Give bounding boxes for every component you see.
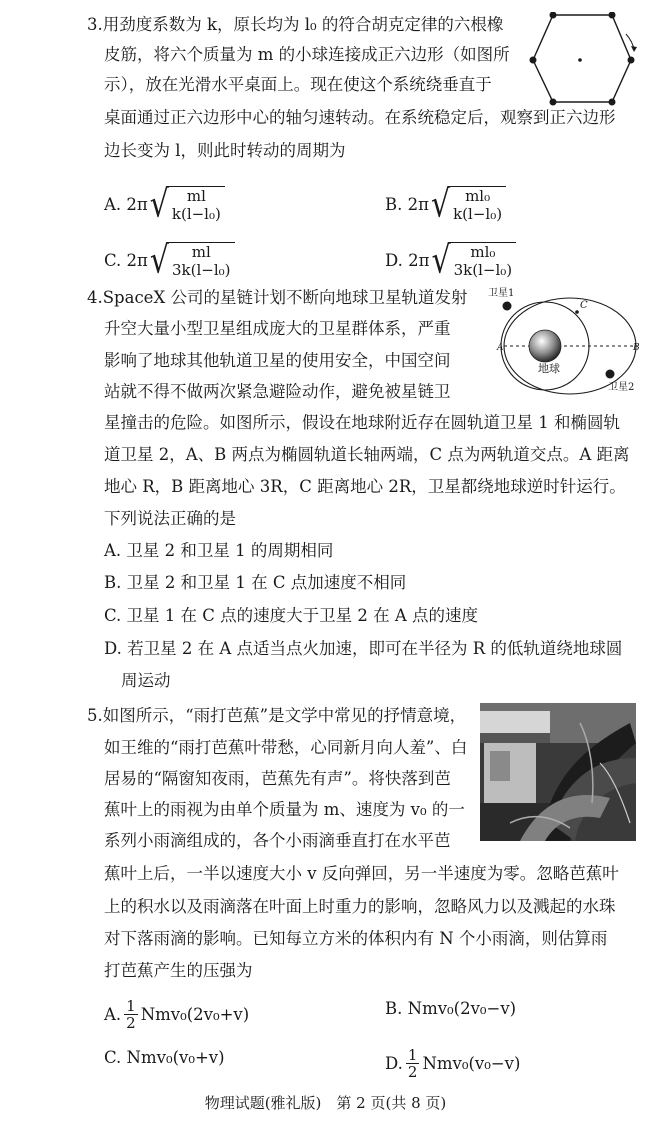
orbit-figure xyxy=(488,284,648,404)
q5-line-8: 对下落雨滴的影响。已知每立方米的体积内有 N 个小雨滴，则估算雨 xyxy=(104,929,608,948)
q3-option-d[interactable] xyxy=(385,238,516,282)
satellite-2 xyxy=(606,370,615,379)
q5-line-3: 居易的“隔窗知夜雨，芭蕉先有声”。将快落到芭 xyxy=(104,769,451,788)
q3-line-5: 边长变为 l，则此时转动的周期为 xyxy=(104,141,346,160)
fraction-half xyxy=(124,998,138,1031)
q4-line-1: 4.SpaceX 公司的星链计划不断向地球卫星轨道发射 xyxy=(87,288,468,307)
expression: Nmv₀(v₀+v) xyxy=(126,1048,225,1067)
q4-option-a[interactable]: A. 卫星 2 和卫星 1 的周期相同 xyxy=(104,541,334,560)
numerator: 1 xyxy=(407,1046,418,1064)
expression: Nmv₀(2v₀−v) xyxy=(407,999,517,1018)
q3-line-2: 皮筋，将六个质量为 m 的小球连接成正六边形（如图所 xyxy=(104,45,510,64)
fraction-half xyxy=(406,1047,420,1080)
sqrt-expression: √ k(l−l₀) ml xyxy=(150,186,225,223)
q4-option-c[interactable]: C. 卫星 1 在 C 点的速度大于卫星 2 在 A 点的速度 xyxy=(104,606,479,625)
point-c-label: C xyxy=(580,300,588,311)
sat1-label: 卫星1 xyxy=(488,288,515,299)
option-label: A. 2π xyxy=(104,194,148,214)
q4-line-4: 站就不得不做两次紧急避险动作，避免被星链卫 xyxy=(104,382,451,401)
q4-line-2: 升空大量小型卫星组成庞大的卫星群体系，严重 xyxy=(104,319,451,338)
option-label: B. 2π xyxy=(385,194,429,214)
q5-line-2: 如王维的“雨打芭蕉叶带愁，心同新月向人羞”、白 xyxy=(104,738,468,757)
q3-line-4: 桌面通过正六边形中心的轴匀速转动。在系统稳定后，观察到正六边形 xyxy=(104,108,616,127)
banana-leaf-photo xyxy=(480,703,636,841)
earth xyxy=(529,330,561,362)
q3-option-b[interactable] xyxy=(385,182,506,226)
numerator: ml₀ xyxy=(470,243,496,261)
q5-option-b[interactable] xyxy=(385,998,516,1020)
q5-line-5: 系列小雨滴组成的，各个小雨滴垂直打在水平芭 xyxy=(104,831,451,850)
option-label: D. 2π xyxy=(385,250,430,270)
numerator: ml xyxy=(186,187,206,205)
q4-line-5: 星撞击的危险。如图所示，假设在地球附近存在圆轨道卫星 1 和椭圆轨 xyxy=(104,413,620,432)
expression: Nmv₀(v₀−v) xyxy=(422,1053,521,1073)
sqrt-expression: √ 3k(l−l₀) ml xyxy=(150,242,235,279)
q5-option-c[interactable] xyxy=(104,1047,225,1069)
q5-line-4: 蕉叶上的雨视为由单个质量为 m、速度为 v₀ 的一 xyxy=(104,800,465,819)
numerator: ml₀ xyxy=(465,187,491,205)
sqrt-expression: √ k(l−l₀) ml₀ xyxy=(431,186,506,223)
denominator: k(l−l₀) xyxy=(171,205,221,223)
q3-line-1: 3.用劲度系数为 k，原长均为 l₀ 的符合胡克定律的六根橡 xyxy=(87,15,504,34)
q5-line-6: 蕉叶上后，一半以速度大小 v 反向弹回，另一半速度为零。忽略芭蕉叶 xyxy=(104,864,619,883)
sqrt-expression: √ 3k(l−l₀) ml₀ xyxy=(431,242,516,279)
denominator: 2 xyxy=(407,1063,418,1081)
q5-line-1: 5.如图所示，“雨打芭蕉”是文学中常见的抒情意境， xyxy=(87,706,467,725)
expression: Nmv₀(2v₀+v) xyxy=(140,1004,250,1024)
denominator: 3k(l−l₀) xyxy=(453,261,513,279)
page-footer: 物理试题(雅礼版) 第 2 页(共 8 页) xyxy=(204,1094,447,1112)
q3-option-a[interactable] xyxy=(104,182,225,226)
denominator: 3k(l−l₀) xyxy=(172,261,231,279)
q4-line-8: 下列说法正确的是 xyxy=(104,509,236,528)
denominator: 2 xyxy=(126,1014,136,1032)
earth-label: 地球 xyxy=(538,362,560,375)
q5-line-9: 打芭蕉产生的压强为 xyxy=(104,961,253,980)
point-a-label: A xyxy=(497,343,504,353)
q4-option-b[interactable]: B. 卫星 2 和卫星 1 在 C 点加速度不相同 xyxy=(104,573,407,592)
q5-line-7: 上的积水以及雨滴落在叶面上时重力的影响，忽略风力以及溅起的水珠 xyxy=(104,897,616,916)
denominator: k(l−l₀) xyxy=(453,205,503,223)
option-label: C. 2π xyxy=(104,250,148,270)
hexagon-figure xyxy=(515,12,645,107)
numerator: 1 xyxy=(126,997,136,1015)
q4-option-d-cont: 周运动 xyxy=(121,671,171,690)
q5-option-a[interactable] xyxy=(104,998,249,1031)
q4-line-7: 地心 R，B 距离地心 3R，C 距离地心 2R，卫星都绕地球逆时针运行。 xyxy=(104,477,626,496)
satellite-1 xyxy=(503,302,512,311)
q4-line-3: 影响了地球其他轨道卫星的使用安全，中国空间 xyxy=(104,351,451,370)
q4-option-d[interactable]: D. 若卫星 2 在 A 点适当点火加速，即可在半径为 R 的低轨道绕地球圆 xyxy=(104,639,623,658)
numerator: ml xyxy=(191,243,211,261)
sat2-label: 卫星2 xyxy=(608,382,635,393)
point-b-label: B xyxy=(633,343,640,353)
option-label: D. xyxy=(385,1053,403,1073)
option-label: B. xyxy=(385,999,403,1018)
q3-line-3: 示），放在光滑水平桌面上。现在使这个系统绕垂直于 xyxy=(104,75,492,94)
option-label: C. xyxy=(104,1048,122,1067)
q3-option-c[interactable] xyxy=(104,238,235,282)
q4-line-6: 道卫星 2，A、B 两点为椭圆轨道长轴两端，C 点为两轨道交点。A 距离 xyxy=(104,445,630,464)
q5-option-d[interactable] xyxy=(385,1047,520,1080)
option-label: A. xyxy=(104,1004,122,1024)
